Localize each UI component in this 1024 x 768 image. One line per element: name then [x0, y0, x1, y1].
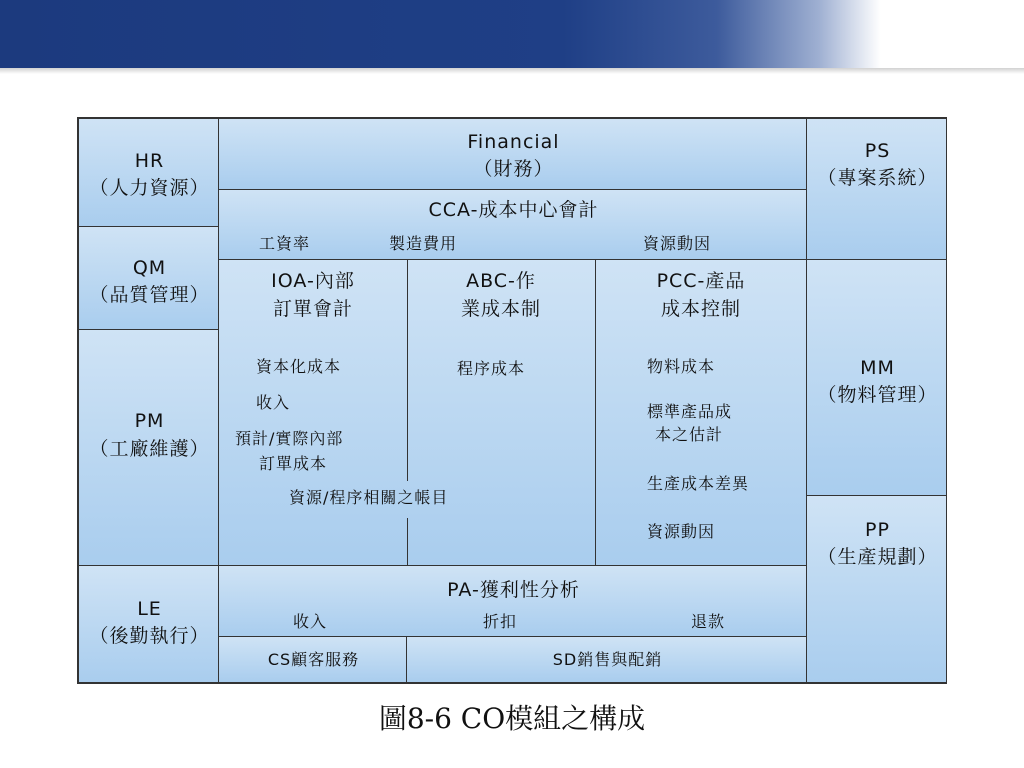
- ps-code: PS: [864, 140, 891, 162]
- title-bar-banner: [0, 0, 1024, 68]
- pp-cell: [806, 495, 947, 683]
- hr-cell: [78, 118, 219, 227]
- le-code: LE: [137, 598, 162, 620]
- pm-code: PM: [134, 410, 165, 432]
- cca-cell: [218, 189, 807, 260]
- orders-block: [218, 259, 807, 566]
- cs-label: CS顧客服務: [267, 650, 360, 669]
- pcc-item-standard-product: 標準產品成: [647, 402, 733, 421]
- cs-cell: [218, 636, 407, 683]
- financial-subtitle: （財務）: [473, 158, 554, 180]
- qm-name: （品質管理）: [89, 284, 210, 306]
- ioa-item-capitalized-cost: 資本化成本: [256, 357, 342, 376]
- qm-cell: [78, 226, 219, 330]
- figure-caption: 圖8-6 CO模組之構成: [378, 702, 646, 735]
- mm-name: （物料管理）: [817, 384, 938, 406]
- ps-name: （專案系統）: [817, 167, 938, 189]
- ioa-title-line2: 訂單會計: [272, 298, 353, 320]
- ioa-abc-divider-lower: [407, 518, 408, 566]
- pa-title: PA-獲利性分析: [447, 579, 580, 601]
- cca-item-overhead: 製造費用: [389, 234, 458, 253]
- title-bar-shadow: [0, 68, 1024, 74]
- hr-code: HR: [134, 150, 165, 172]
- ioa-item-planned-actual: 預計/實際內部: [235, 429, 344, 448]
- pcc-item-material-cost: 物料成本: [647, 357, 716, 376]
- le-name: （後勤執行）: [89, 625, 210, 647]
- mm-cell: [806, 259, 947, 496]
- pa-item-discount: 折扣: [483, 612, 518, 631]
- ps-cell: [806, 118, 947, 260]
- ioa-item-revenue: 收入: [256, 393, 291, 412]
- financial-title: Financial: [467, 131, 560, 153]
- pcc-item-estimate: 本之估計: [655, 425, 724, 444]
- pp-code: PP: [865, 519, 890, 541]
- pcc-title-line2: 成本控制: [660, 298, 741, 320]
- pcc-item-variance: 生產成本差異: [647, 474, 750, 493]
- pcc-item-resource-driver: 資源動因: [647, 522, 716, 541]
- pa-item-revenue: 收入: [293, 612, 328, 631]
- pa-cell: [218, 565, 807, 637]
- co-module-diagram: [77, 117, 947, 684]
- qm-code: QM: [132, 257, 167, 279]
- pm-name: （工廠維護）: [89, 438, 210, 460]
- hr-name: （人力資源）: [89, 177, 210, 199]
- pm-cell: [78, 329, 219, 566]
- pp-name: （生產規劃）: [817, 546, 938, 568]
- pcc-title-line1: PCC-產品: [656, 270, 746, 292]
- le-cell: [78, 565, 219, 683]
- financial-cell: [218, 118, 807, 190]
- sd-cell: [406, 636, 807, 683]
- abc-title-line1: ABC-作: [466, 270, 536, 292]
- cca-title: CCA-成本中心會計: [428, 199, 599, 221]
- abc-item-process-cost: 程序成本: [457, 359, 526, 378]
- abc-title-line2: 業成本制: [460, 298, 541, 320]
- ioa-item-order-cost: 訂單成本: [259, 454, 328, 473]
- cca-item-wage-rate: 工資率: [259, 234, 311, 253]
- cca-item-resource-driver: 資源動因: [643, 234, 712, 253]
- pa-item-refund: 退款: [691, 612, 726, 631]
- sd-label: SD銷售與配銷: [552, 650, 663, 669]
- ioa-title-line1: IOA-內部: [271, 270, 355, 292]
- shared-resource-process-accounts: 資源/程序相關之帳目: [289, 488, 449, 507]
- mm-code: MM: [860, 357, 895, 379]
